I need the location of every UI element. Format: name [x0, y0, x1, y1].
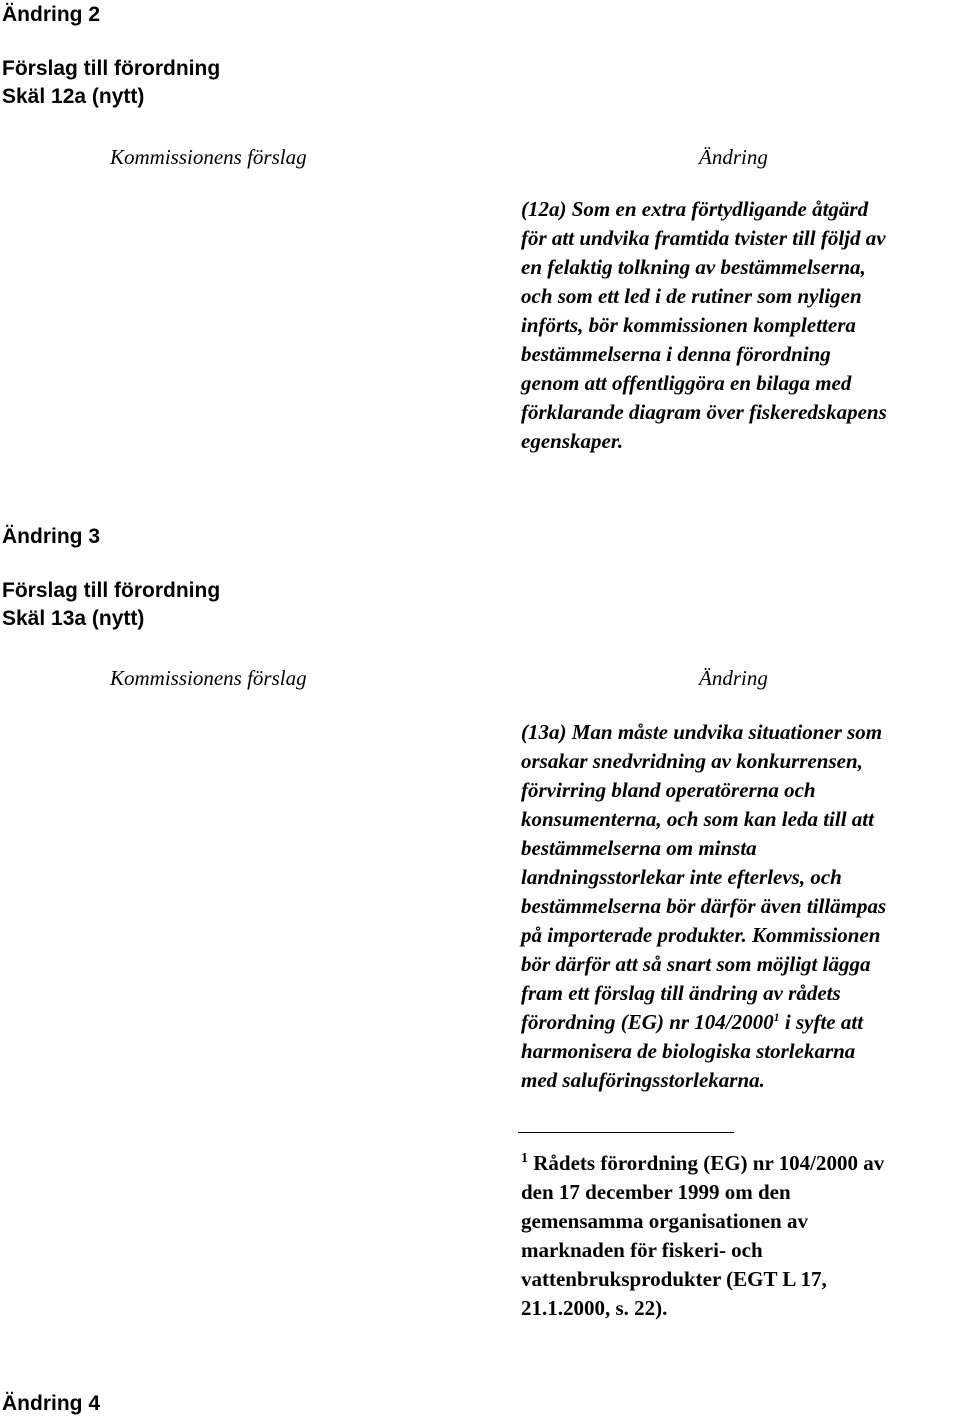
amendment-3-text [521, 718, 959, 1095]
text-line: landningsstorlekar inte efterlevs, och [521, 865, 842, 889]
amendment-2-text [521, 195, 959, 456]
footnote-line: 21.1.2000, s. 22). [521, 1296, 668, 1320]
text-line: och som ett led i de rutiner som nyligen [521, 284, 862, 308]
amendment-3-ref-recital: Skäl 13a (nytt) [2, 607, 145, 630]
text-line: (13a) Man måste undvika situationer som [521, 720, 883, 744]
text-fragment: förordning (EG) nr 104/2000 [521, 1010, 774, 1034]
footnote [521, 1149, 959, 1323]
amendment-4-title: Ändring 4 [2, 1392, 100, 1415]
text-line: genom att offentliggöra en bilaga med [521, 371, 852, 395]
footnote-separator [518, 1132, 734, 1133]
footnote-line: gemensamma organisationen av [521, 1209, 808, 1233]
text-line: harmonisera de biologiska storlekarna [521, 1039, 856, 1063]
text-line: bestämmelserna bör därför även tillämpas [521, 894, 887, 918]
text-line: orsakar snedvridning av konkurrensen, [521, 749, 863, 773]
amendment-2-col-commission-proposal: Kommissionens förslag [110, 145, 307, 169]
text-line: förvirring bland operatörerna och [521, 778, 816, 802]
text-line: införts, bör kommissionen komplettera [521, 313, 856, 337]
amendment-2-ref-proposal: Förslag till förordning [2, 57, 221, 80]
amendment-3-ref-proposal: Förslag till förordning [2, 579, 221, 602]
footnote-line: vattenbruksprodukter (EGT L 17, [521, 1267, 827, 1291]
text-line: förklarande diagram över fiskeredskapens [521, 400, 887, 424]
amendment-3-col-commission-proposal: Kommissionens förslag [110, 666, 307, 690]
text-fragment: i syfte att [779, 1010, 864, 1034]
text-line: bestämmelserna i denna förordning [521, 342, 831, 366]
text-line: (12a) Som en extra förtydligande åtgärd [521, 197, 869, 221]
text-line: konsumenterna, och som kan leda till att [521, 807, 874, 831]
text-line: egenskaper. [521, 429, 624, 453]
footnote-line [521, 1149, 959, 1178]
amendment-3-col-amendment: Ändring [699, 666, 768, 690]
text-line: med saluföringsstorlekarna. [521, 1068, 765, 1092]
text-line: bör därför att så snart som möjligt lägga [521, 952, 871, 976]
footnote-reference[interactable]: 1 [773, 1010, 780, 1024]
amendment-2-ref-recital: Skäl 12a (nytt) [2, 85, 145, 108]
amendment-2-col-amendment: Ändring [699, 145, 768, 169]
text-line: en felaktig tolkning av bestämmelserna, [521, 255, 866, 279]
text-line: på importerade produkter. Kommissionen [521, 923, 881, 947]
text-line-with-footnote-ref [521, 1008, 959, 1037]
text-line: bestämmelserna om minsta [521, 836, 757, 860]
text-fragment: Rådets förordning (EG) nr 104/2000 av [528, 1151, 885, 1175]
amendment-3-title: Ändring 3 [2, 525, 100, 548]
amendment-2-title: Ändring 2 [2, 3, 100, 26]
text-line: för att undvika framtida tvister till följd av [521, 226, 886, 250]
footnote-line: den 17 december 1999 om den [521, 1180, 791, 1204]
footnote-line: marknaden för fiskeri- och [521, 1238, 763, 1262]
text-line: fram ett förslag till ändring av rådets [521, 981, 841, 1005]
footnote-marker: 1 [521, 1151, 528, 1166]
